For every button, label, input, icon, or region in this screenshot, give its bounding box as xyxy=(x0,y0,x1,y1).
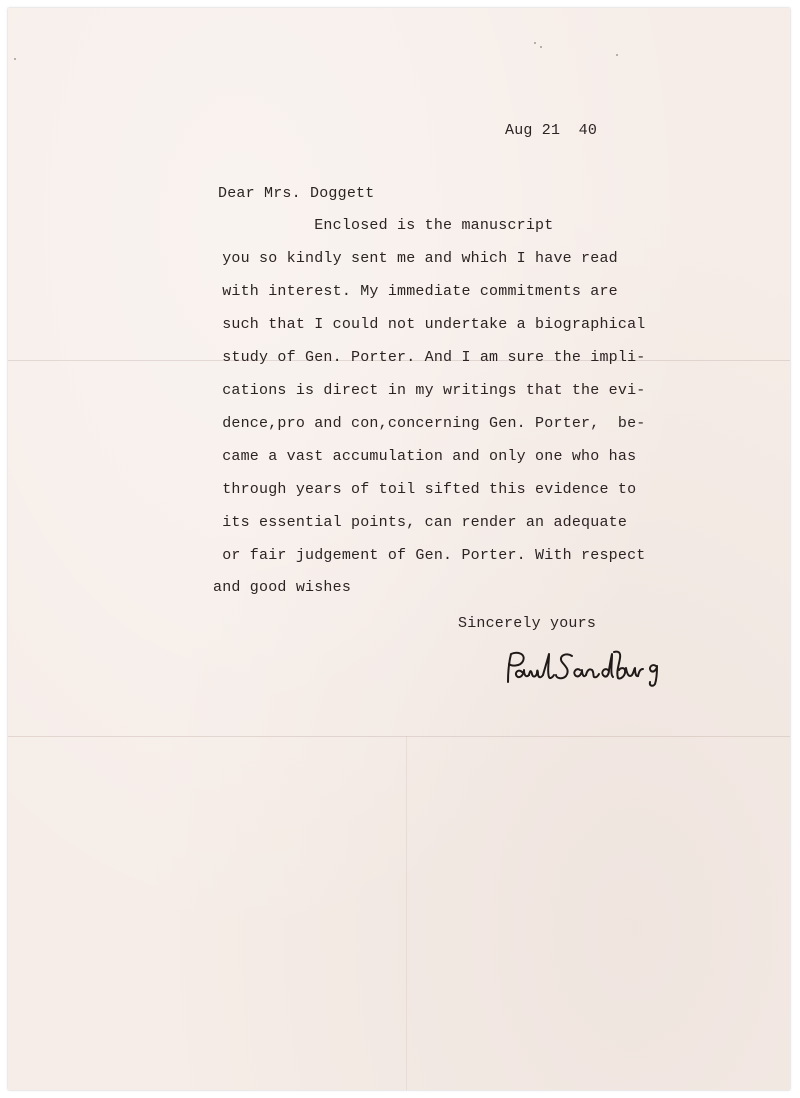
body-line: its essential points, can render an adequate xyxy=(213,514,628,531)
body-line: you so kindly sent me and which I have read xyxy=(213,250,618,267)
letter-date: Aug 21 40 xyxy=(505,122,598,139)
body-line: with interest. My immediate commitments are xyxy=(213,283,618,300)
body-line: came a vast accumulation and only one who has xyxy=(213,448,637,465)
fold-crease-lower xyxy=(8,736,790,737)
letter-salutation: Dear Mrs. Doggett xyxy=(218,185,375,202)
body-line: Enclosed is the manuscript xyxy=(213,217,554,234)
paper-speck xyxy=(540,46,542,48)
fold-crease-vertical xyxy=(406,736,407,1090)
paper-speck xyxy=(14,58,16,60)
body-line: or fair judgement of Gen. Porter. With respect xyxy=(213,547,646,564)
letter-body xyxy=(213,217,646,596)
paper-speck xyxy=(616,54,618,56)
body-line: study of Gen. Porter. And I am sure the impli- xyxy=(213,349,646,366)
body-line: dence,pro and con,concerning Gen. Porter, be- xyxy=(213,415,646,432)
body-line: and good wishes xyxy=(213,579,352,596)
body-line: through years of toil sifted this evidence to xyxy=(213,481,637,498)
body-line: cations is direct in my writings that the evi- xyxy=(213,382,646,399)
body-line: such that I could not undertake a biographical xyxy=(213,316,646,333)
handwritten-signature xyxy=(496,648,671,688)
letter-page xyxy=(8,8,790,1090)
paper-speck xyxy=(534,42,536,44)
letter-closing: Sincerely yours xyxy=(458,615,597,632)
